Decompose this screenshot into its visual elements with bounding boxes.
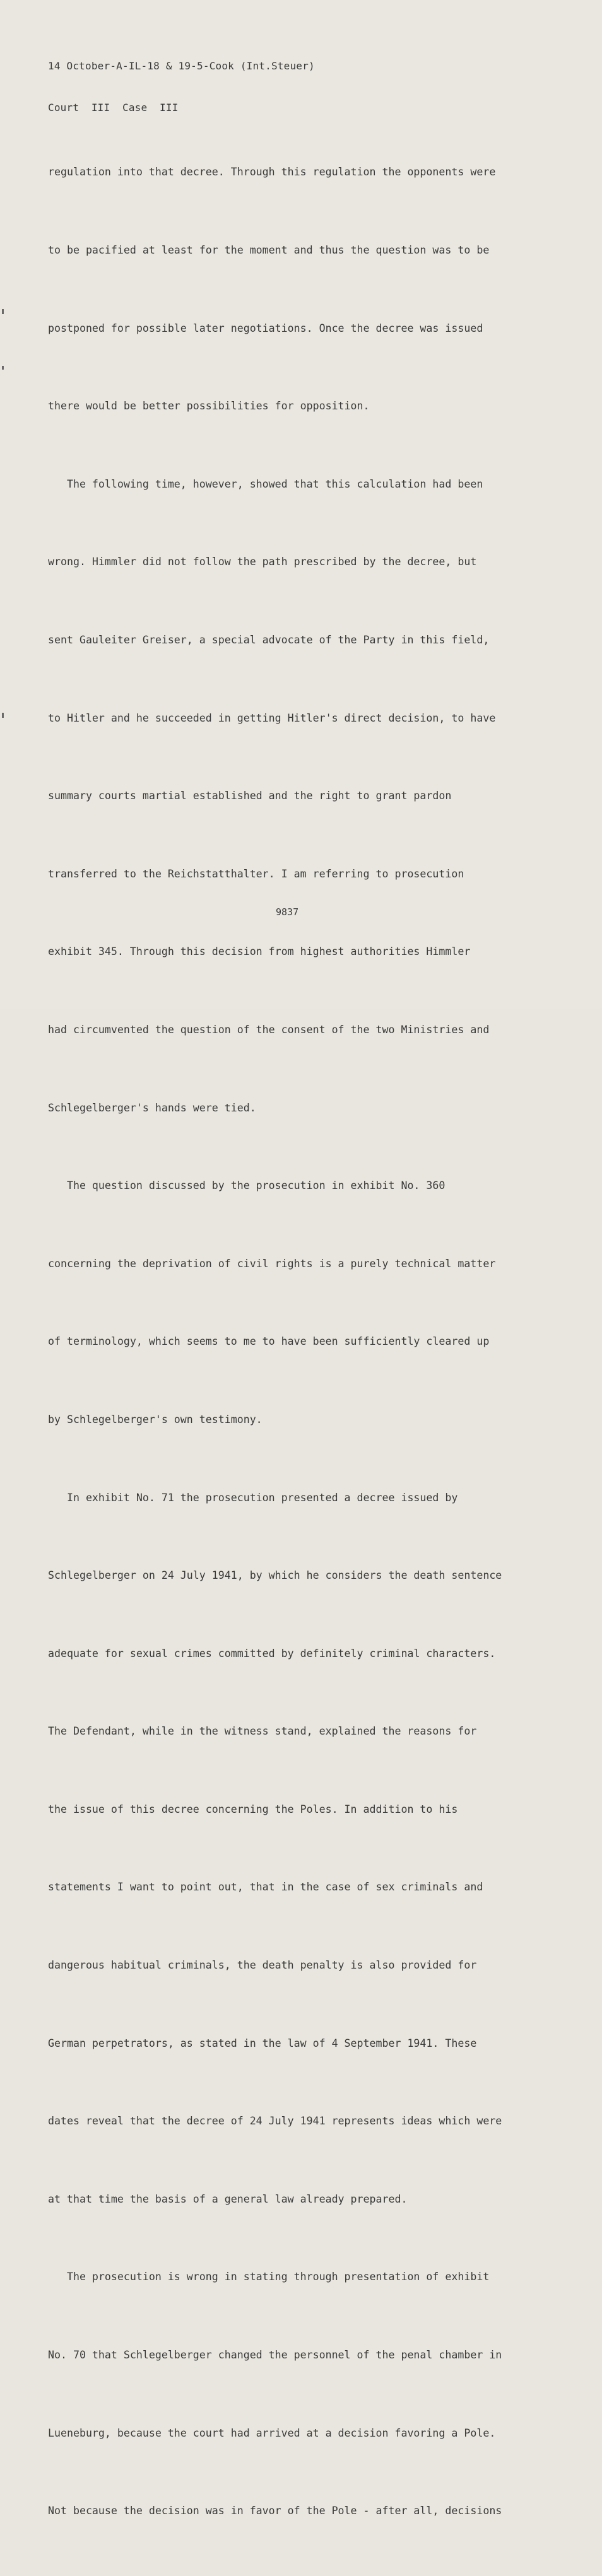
text-line: to Hitler and he succeeded in getting Hitler's direct decision, to have	[48, 711, 496, 724]
text-line: there would be better possibilities for opposition.	[48, 400, 370, 413]
text-line: of terminology, which seems to me to have been sufficiently cleared up	[48, 1335, 490, 1348]
text-line: exhibit 345. Through this decision from highest authorities Himmler	[48, 946, 471, 958]
text-line: by Schlegelberger's own testimony.	[48, 1413, 263, 1426]
header-session-line: 14 October-A-IL-18 & 19-5-Cook (Int.Steuer)	[48, 60, 315, 72]
text-line: Not because the decision was in favor of the Pole - after all, decisions	[48, 2505, 502, 2517]
text-line: dangerous habitual criminals, the death penalty is also provided for	[48, 1959, 477, 1972]
text-line: Schlegelberger's hands were tied.	[48, 1101, 256, 1114]
header-court-line: Court III Case III	[48, 102, 179, 114]
text-line: In exhibit No. 71 the prosecution presented a decree issued by	[48, 1491, 458, 1504]
scan-edge-mark	[2, 713, 4, 718]
text-line: Lueneburg, because the court had arrived at a decision favoring a Pole.	[48, 2427, 496, 2439]
scan-edge-mark	[2, 309, 4, 314]
text-line: The following time, however, showed that this calculation had been	[48, 477, 483, 490]
text-line: summary courts martial established and the right to grant pardon	[48, 790, 452, 802]
text-line: transferred to the Reichstatthalter. I am referring to prosecution	[48, 867, 464, 880]
text-line: statements I want to point out, that in the case of sex criminals and	[48, 1881, 483, 1894]
page-number: 9837	[276, 906, 299, 918]
text-line: had circumvented the question of the consent of the two Ministries and	[48, 1023, 490, 1036]
text-line: sent Gauleiter Greiser, a special advocate of the Party in this field,	[48, 633, 490, 646]
text-line: wrong. Himmler did not follow the path prescribed by the decree, but	[48, 556, 477, 568]
document-body	[48, 107, 553, 2576]
text-line: No. 70 that Schlegelberger changed the personnel of the penal chamber in	[48, 2349, 502, 2362]
text-line: German perpetrators, as stated in the law of 4 September 1941. These	[48, 2037, 477, 2049]
text-line: concerning the deprivation of civil rights is a purely technical matter	[48, 1257, 496, 1270]
text-line: The question discussed by the prosecution in exhibit No. 360	[48, 1180, 446, 1192]
text-line: adequate for sexual crimes committed by definitely criminal characters.	[48, 1647, 496, 1660]
text-line: dates reveal that the decree of 24 July 1941 represents ideas which were	[48, 2115, 502, 2128]
text-line: The prosecution is wrong in stating through presentation of exhibit	[48, 2271, 490, 2283]
text-line: Schlegelberger on 24 July 1941, by which he considers the death sentence	[48, 1569, 502, 1582]
scan-edge-mark	[2, 366, 4, 370]
text-line: postponed for possible later negotiations. Once the decree was issued	[48, 322, 483, 334]
text-line: to be pacified at least for the moment and thus the question was to be	[48, 244, 490, 256]
text-line: the issue of this decree concerning the Poles. In addition to his	[48, 1803, 458, 1815]
text-line: regulation into that decree. Through this regulation the opponents were	[48, 166, 496, 179]
text-line: at that time the basis of a general law already prepared.	[48, 2193, 408, 2205]
text-line: The Defendant, while in the witness stand, explained the reasons for	[48, 1725, 477, 1738]
